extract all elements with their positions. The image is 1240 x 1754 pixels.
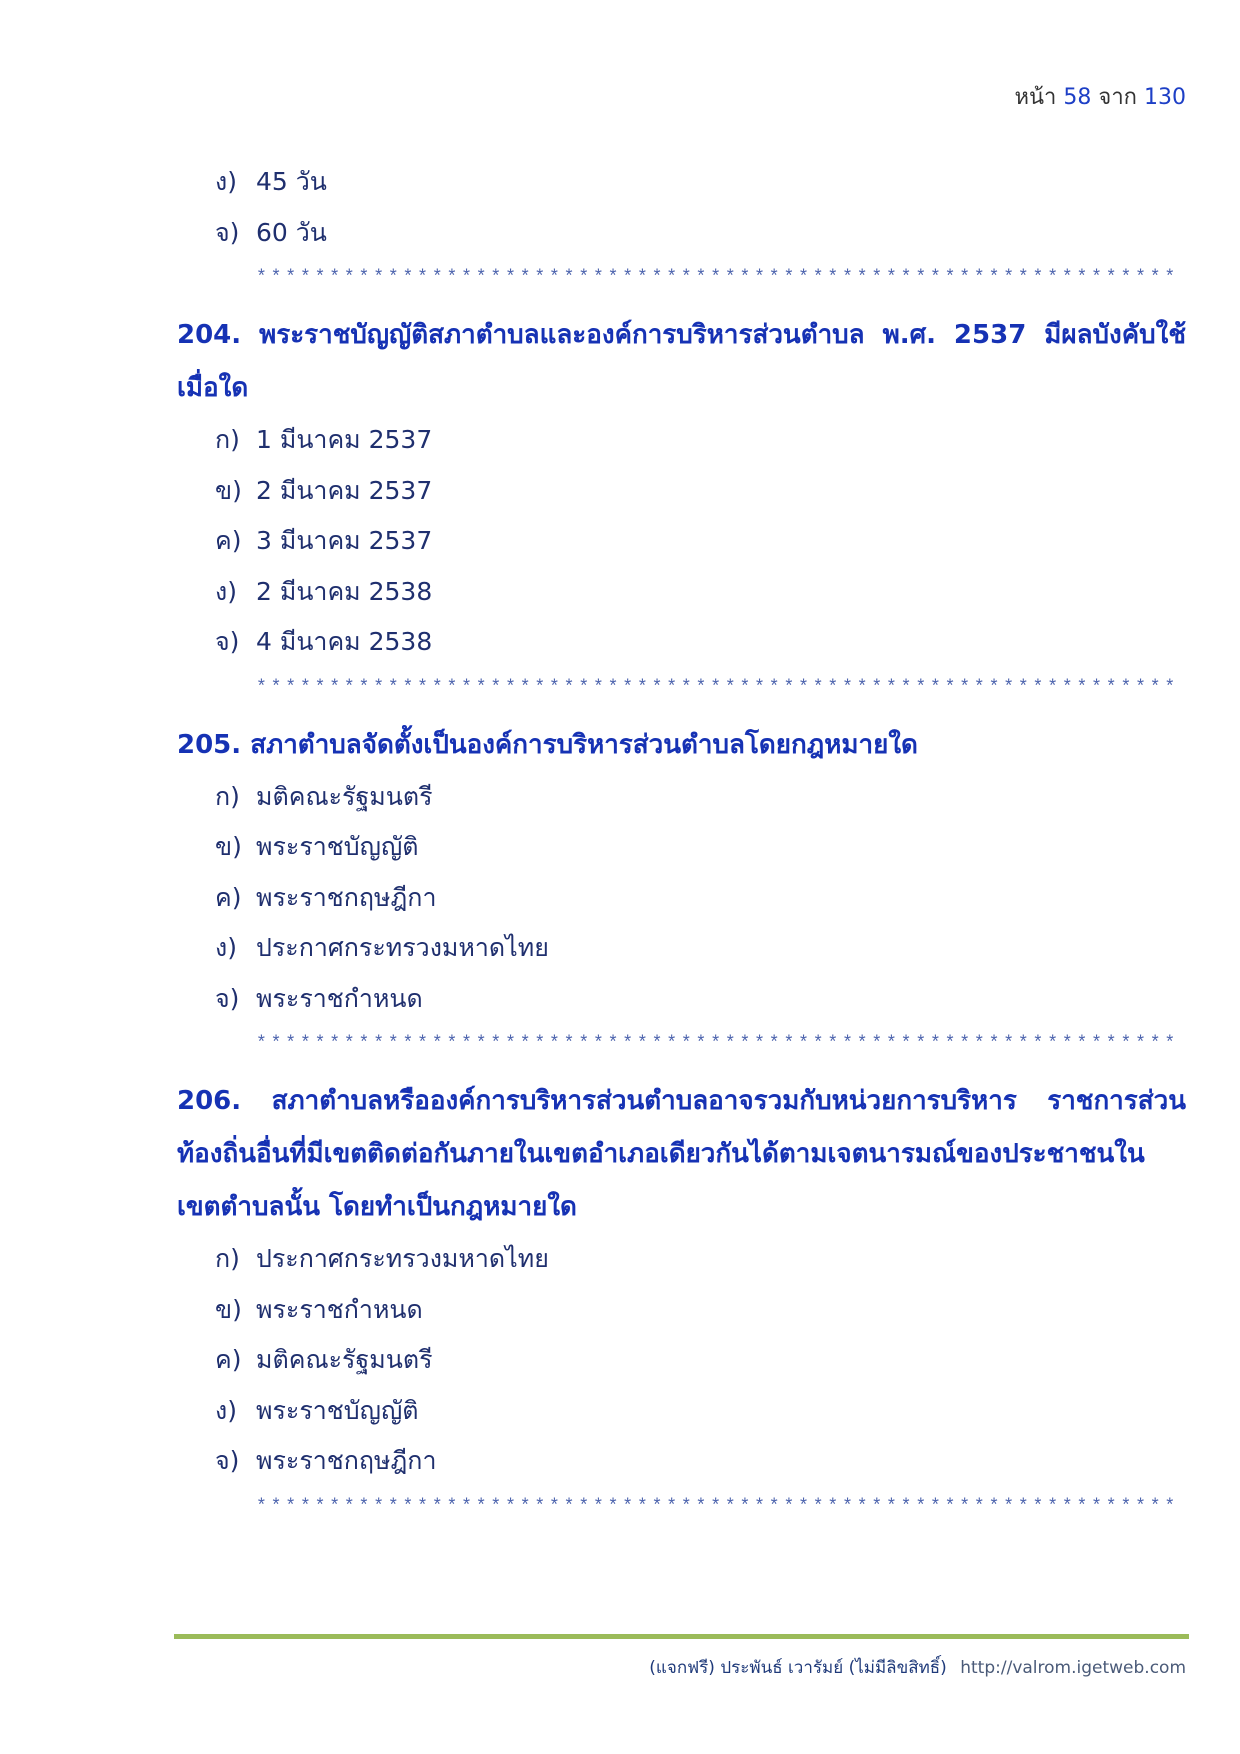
- answer-option: [0, 415, 1240, 466]
- option-label: ค): [215, 526, 242, 555]
- option-label: ค): [215, 882, 242, 912]
- option-text: พระราชกำหนด: [256, 1294, 423, 1324]
- total-pages: 130: [1144, 85, 1186, 110]
- question-204: [0, 309, 1240, 415]
- option-text: 45 วัน: [256, 167, 327, 196]
- answer-option: [0, 1335, 1240, 1386]
- answer-option: [0, 208, 1240, 259]
- option-text: พระราชกำหนด: [256, 983, 423, 1013]
- option-text: พระราชกฤษฎีกา: [256, 1446, 437, 1475]
- separator-line: ***************************************************************: [256, 677, 1180, 698]
- answer-option: [0, 873, 1240, 924]
- option-label: ก): [215, 781, 240, 811]
- answer-option: [0, 157, 1240, 208]
- option-text: ประกาศกระทรวงมหาดไทย: [256, 933, 549, 962]
- answer-option: [0, 974, 1240, 1025]
- option-text: พระราชกฤษฎีกา: [256, 882, 437, 912]
- option-text: ประกาศกระทรวงมหาดไทย: [256, 1244, 549, 1273]
- answer-option: [0, 1285, 1240, 1336]
- option-text: พระราชบัญญัติ: [256, 1395, 419, 1425]
- answer-option: [0, 772, 1240, 823]
- answer-option: [0, 1386, 1240, 1437]
- answer-option: [0, 822, 1240, 873]
- option-text: 3 มีนาคม 2537: [256, 526, 433, 555]
- answer-option: [0, 1436, 1240, 1487]
- document-body: [0, 157, 1240, 1527]
- footer-divider: [174, 1634, 1189, 1639]
- option-text: 2 มีนาคม 2537: [256, 475, 433, 505]
- option-label: ง): [215, 576, 237, 606]
- page-indicator: [1015, 84, 1186, 112]
- question-text-line: ท้องถิ่นอื่นที่มีเขตติดต่อกันภายในเขตอำเภอเดียวกันได้ตามเจตนารมณ์ของประชาชนใน: [177, 1139, 1145, 1169]
- option-text: มติคณะรัฐมนตรี: [256, 781, 433, 811]
- option-label: ง): [215, 933, 237, 962]
- option-label: ข): [215, 1294, 242, 1324]
- option-label: ง): [215, 167, 237, 196]
- option-label: จ): [215, 1446, 240, 1475]
- option-text: 4 มีนาคม 2538: [256, 627, 433, 656]
- footer: [649, 1655, 1186, 1681]
- question-text-line: เขตตำบลนั้น โดยทำเป็นกฎหมายใด: [177, 1192, 577, 1222]
- option-text: มติคณะรัฐมนตรี: [256, 1345, 433, 1374]
- option-label: ก): [215, 1244, 240, 1273]
- option-label: ข): [215, 832, 242, 861]
- footer-credit: (แจกฟรี) ประพันธ์ เวารัมย์ (ไม่มีลิขสิทธิ์): [649, 1658, 947, 1678]
- option-label: ง): [215, 1395, 237, 1425]
- answer-option: [0, 1234, 1240, 1285]
- option-label: จ): [215, 217, 240, 247]
- question-text-line: 204. พระราชบัญญัติสภาตำบลและองค์การบริหารส่วนตำบล พ.ศ. 2537 มีผลบังคับใช้: [177, 320, 1186, 350]
- option-label: จ): [215, 983, 240, 1013]
- option-text: 1 มีนาคม 2537: [256, 425, 433, 454]
- question-text-line: 206. สภาตำบลหรือองค์การบริหารส่วนตำบลอาจรวมกับหน่วยการบริหาร ราชการส่วน: [177, 1086, 1186, 1116]
- option-label: จ): [215, 627, 240, 656]
- question-text-line: เมื่อใด: [177, 373, 249, 403]
- option-text: 2 มีนาคม 2538: [256, 576, 433, 606]
- option-label: ค): [215, 1345, 242, 1374]
- page-of-word: จาก: [1098, 85, 1137, 110]
- page-word: หน้า: [1014, 85, 1057, 110]
- question-206: [0, 1075, 1240, 1234]
- answer-option: [0, 923, 1240, 974]
- separator-line: ***************************************************************: [256, 1496, 1180, 1517]
- page-number: 58: [1063, 85, 1092, 110]
- footer-url-link[interactable]: http://valrom.igetweb.com: [960, 1658, 1186, 1678]
- answer-option: [0, 516, 1240, 567]
- separator-line: ***************************************************************: [256, 1034, 1180, 1054]
- option-text: 60 วัน: [256, 217, 327, 247]
- answer-option: [0, 466, 1240, 517]
- answer-option: [0, 617, 1240, 668]
- option-label: ก): [215, 425, 240, 454]
- answer-option: [0, 567, 1240, 618]
- option-label: ข): [215, 475, 242, 505]
- separator-line: ***************************************************************: [256, 268, 1180, 288]
- question-text-line: 205. สภาตำบลจัดตั้งเป็นองค์การบริหารส่วนตำบลโดยกฎหมายใด: [177, 729, 918, 760]
- option-text: พระราชบัญญัติ: [256, 832, 419, 861]
- question-205: [0, 719, 1240, 772]
